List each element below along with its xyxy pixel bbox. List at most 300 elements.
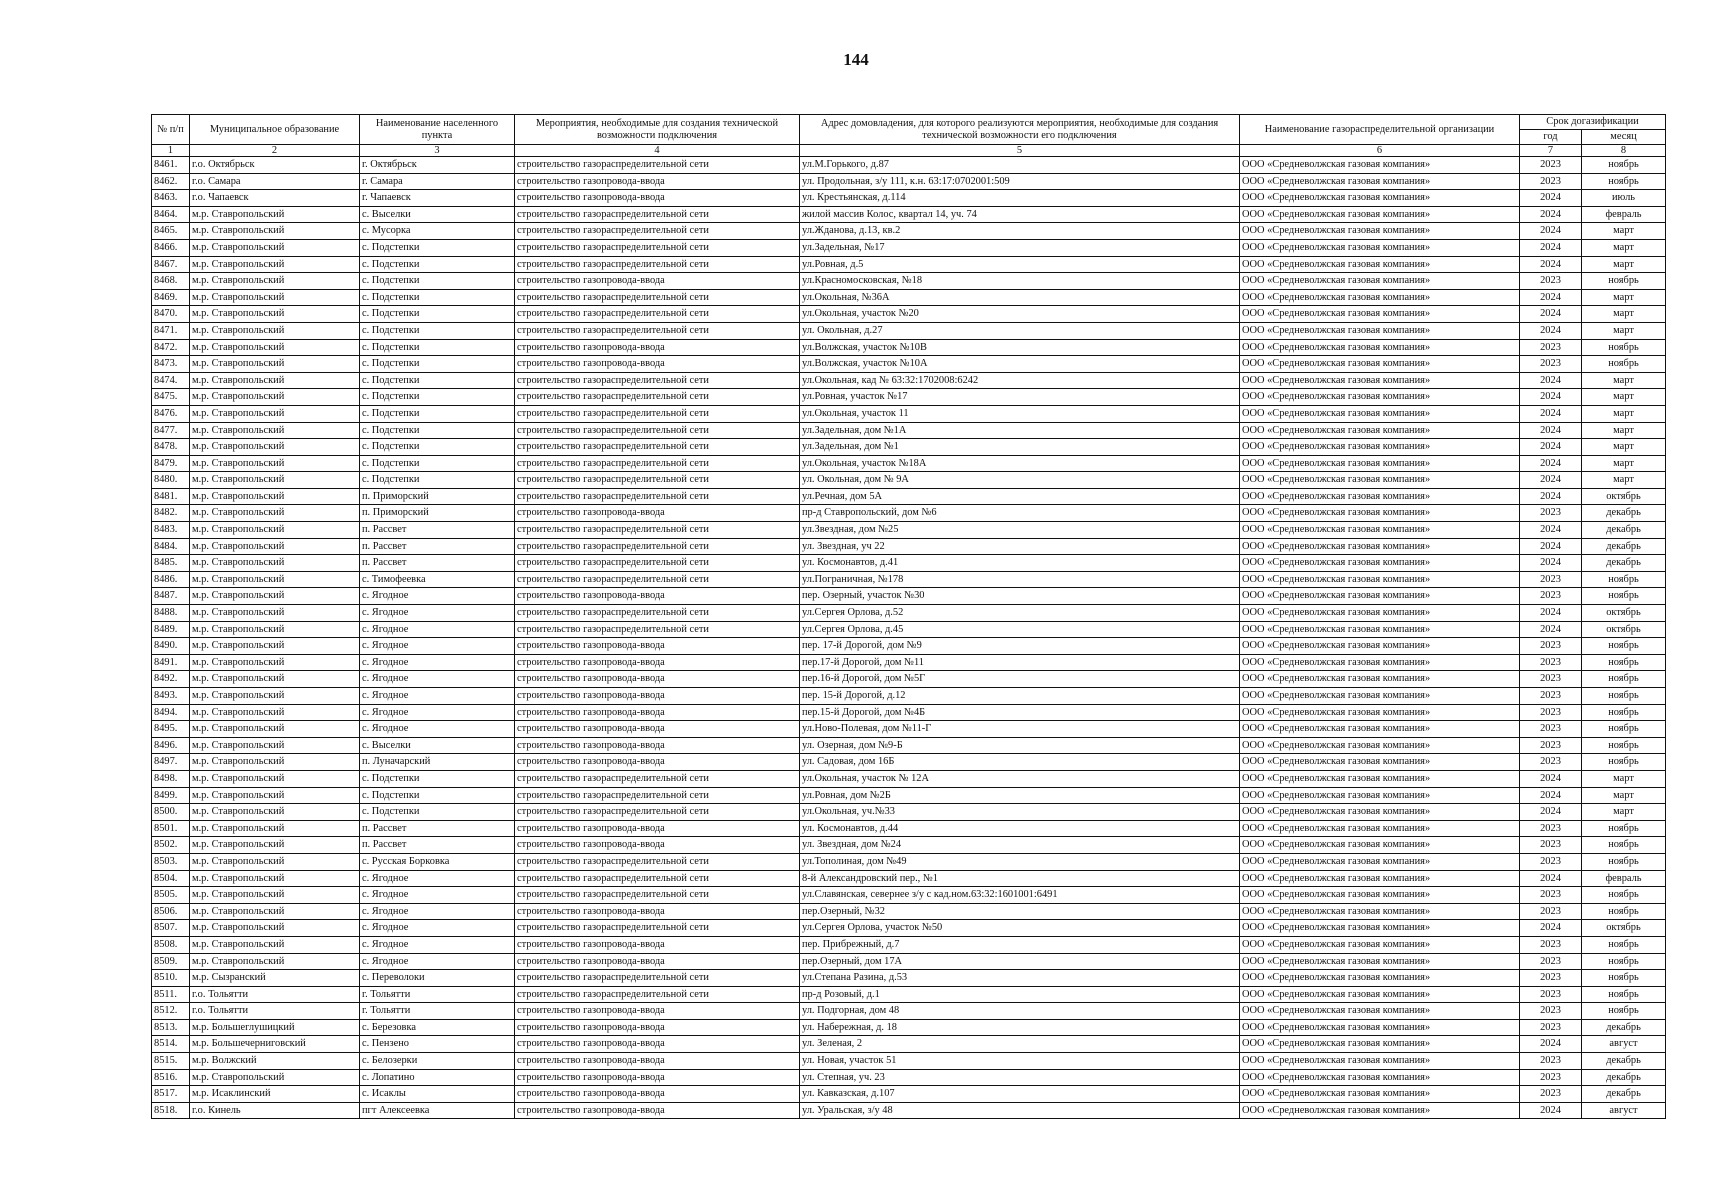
month-cell: декабрь <box>1582 522 1666 539</box>
activity-cell: строительство газопровода-ввода <box>515 339 800 356</box>
settlement-cell: с. Ягодное <box>360 605 515 622</box>
organization-cell: ООО «Средневолжская газовая компания» <box>1240 1036 1520 1053</box>
municipality-cell: м.р. Ставропольский <box>190 936 360 953</box>
activity-cell: строительство газопровода-ввода <box>515 173 800 190</box>
row-number: 8478. <box>152 439 190 456</box>
municipality-cell: м.р. Ставропольский <box>190 671 360 688</box>
year-cell: 2024 <box>1520 455 1582 472</box>
settlement-cell: с. Подстепки <box>360 439 515 456</box>
municipality-cell: м.р. Ставропольский <box>190 588 360 605</box>
year-cell: 2023 <box>1520 654 1582 671</box>
activity-cell: строительство газопровода-ввода <box>515 654 800 671</box>
organization-cell: ООО «Средневолжская газовая компания» <box>1240 339 1520 356</box>
table-row <box>152 455 1666 472</box>
activity-cell: строительство газопровода-ввода <box>515 1069 800 1086</box>
table-row <box>152 488 1666 505</box>
address-cell: ул.Задельная, дом №1А <box>800 422 1240 439</box>
table-row <box>152 1069 1666 1086</box>
month-cell: ноябрь <box>1582 754 1666 771</box>
year-cell: 2023 <box>1520 986 1582 1003</box>
address-cell: ул. Крестьянская, д.114 <box>800 190 1240 207</box>
address-cell: ул. Окольная, дом № 9А <box>800 472 1240 489</box>
municipality-cell: м.р. Ставропольский <box>190 737 360 754</box>
column-number-row <box>152 145 1666 157</box>
settlement-cell: с. Ягодное <box>360 688 515 705</box>
address-cell: ул.Сергея Орлова, участок №50 <box>800 920 1240 937</box>
month-cell: март <box>1582 455 1666 472</box>
month-cell: ноябрь <box>1582 671 1666 688</box>
municipality-cell: м.р. Ставропольский <box>190 405 360 422</box>
month-cell: декабрь <box>1582 1069 1666 1086</box>
table-row <box>152 322 1666 339</box>
row-number: 8466. <box>152 239 190 256</box>
address-cell: ул.Задельная, дом №1 <box>800 439 1240 456</box>
organization-cell: ООО «Средневолжская газовая компания» <box>1240 239 1520 256</box>
month-cell: декабрь <box>1582 555 1666 572</box>
month-cell: ноябрь <box>1582 887 1666 904</box>
municipality-cell: м.р. Ставропольский <box>190 1069 360 1086</box>
row-number: 8471. <box>152 322 190 339</box>
month-cell: март <box>1582 389 1666 406</box>
year-cell: 2024 <box>1520 372 1582 389</box>
organization-cell: ООО «Средневолжская газовая компания» <box>1240 688 1520 705</box>
row-number: 8479. <box>152 455 190 472</box>
activity-cell: строительство газораспределительной сети <box>515 870 800 887</box>
activity-cell: строительство газораспределительной сети <box>515 770 800 787</box>
activity-cell: строительство газораспределительной сети <box>515 970 800 987</box>
activity-cell: строительство газораспределительной сети <box>515 986 800 1003</box>
row-number: 8503. <box>152 853 190 870</box>
organization-cell: ООО «Средневолжская газовая компания» <box>1240 372 1520 389</box>
municipality-cell: м.р. Ставропольский <box>190 920 360 937</box>
activity-cell: строительство газопровода-ввода <box>515 688 800 705</box>
organization-cell: ООО «Средневолжская газовая компания» <box>1240 870 1520 887</box>
settlement-cell: с. Ягодное <box>360 936 515 953</box>
row-number: 8464. <box>152 206 190 223</box>
organization-cell: ООО «Средневолжская газовая компания» <box>1240 322 1520 339</box>
municipality-cell: м.р. Ставропольский <box>190 688 360 705</box>
row-number: 8468. <box>152 273 190 290</box>
header-municipality: Муниципальное образование <box>190 115 360 145</box>
address-cell: ул. Новая, участок 51 <box>800 1053 1240 1070</box>
row-number: 8499. <box>152 787 190 804</box>
row-number: 8480. <box>152 472 190 489</box>
year-cell: 2024 <box>1520 239 1582 256</box>
organization-cell: ООО «Средневолжская газовая компания» <box>1240 986 1520 1003</box>
organization-cell: ООО «Средневолжская газовая компания» <box>1240 1069 1520 1086</box>
row-number: 8463. <box>152 190 190 207</box>
municipality-cell: м.р. Ставропольский <box>190 787 360 804</box>
year-cell: 2024 <box>1520 289 1582 306</box>
activity-cell: строительство газопровода-ввода <box>515 1086 800 1103</box>
table-row <box>152 1086 1666 1103</box>
settlement-cell: с. Ягодное <box>360 654 515 671</box>
address-cell: ул.Ровная, участок №17 <box>800 389 1240 406</box>
year-cell: 2024 <box>1520 422 1582 439</box>
address-cell: ул.Окольная, участок №20 <box>800 306 1240 323</box>
table-row <box>152 538 1666 555</box>
month-cell: ноябрь <box>1582 986 1666 1003</box>
settlement-cell: п. Рассвет <box>360 820 515 837</box>
address-cell: ул.Славянская, севернее з/у с кад.ном.63:32:1601001:6491 <box>800 887 1240 904</box>
row-number: 8477. <box>152 422 190 439</box>
year-cell: 2023 <box>1520 688 1582 705</box>
municipality-cell: м.р. Ставропольский <box>190 422 360 439</box>
activity-cell: строительство газораспределительной сети <box>515 538 800 555</box>
municipality-cell: м.р. Ставропольский <box>190 953 360 970</box>
header-activity: Мероприятия, необходимые для создания технической возможности подключения <box>515 115 800 145</box>
settlement-cell: с. Ягодное <box>360 671 515 688</box>
table-row <box>152 439 1666 456</box>
month-cell: март <box>1582 372 1666 389</box>
municipality-cell: м.р. Ставропольский <box>190 223 360 240</box>
year-cell: 2024 <box>1520 555 1582 572</box>
organization-cell: ООО «Средневолжская газовая компания» <box>1240 903 1520 920</box>
table-row <box>152 787 1666 804</box>
month-cell: август <box>1582 1036 1666 1053</box>
municipality-cell: м.р. Волжский <box>190 1053 360 1070</box>
organization-cell: ООО «Средневолжская газовая компания» <box>1240 439 1520 456</box>
municipality-cell: м.р. Ставропольский <box>190 306 360 323</box>
address-cell: ул. Степная, уч. 23 <box>800 1069 1240 1086</box>
month-cell: март <box>1582 289 1666 306</box>
address-cell: ул. Подгорная, дом 48 <box>800 1003 1240 1020</box>
address-cell: ул. Звездная, уч 22 <box>800 538 1240 555</box>
row-number: 8461. <box>152 157 190 174</box>
address-cell: ул.Пограничная, №178 <box>800 571 1240 588</box>
municipality-cell: м.р. Ставропольский <box>190 853 360 870</box>
row-number: 8490. <box>152 638 190 655</box>
address-cell: ул.Окольная, кад № 63:32:1702008:6242 <box>800 372 1240 389</box>
address-cell: ул. Уральская, з/у 48 <box>800 1102 1240 1119</box>
municipality-cell: м.р. Ставропольский <box>190 455 360 472</box>
table-row <box>152 903 1666 920</box>
year-cell: 2024 <box>1520 804 1582 821</box>
month-cell: декабрь <box>1582 505 1666 522</box>
table-body <box>152 157 1666 1119</box>
address-cell: ул.Окольная, №36А <box>800 289 1240 306</box>
table-row <box>152 289 1666 306</box>
row-number: 8516. <box>152 1069 190 1086</box>
settlement-cell: с. Тимофеевка <box>360 571 515 588</box>
organization-cell: ООО «Средневолжская газовая компания» <box>1240 1053 1520 1070</box>
year-cell: 2024 <box>1520 472 1582 489</box>
row-number: 8488. <box>152 605 190 622</box>
year-cell: 2024 <box>1520 870 1582 887</box>
settlement-cell: с. Подстепки <box>360 770 515 787</box>
address-cell: ул.Сергея Орлова, д.52 <box>800 605 1240 622</box>
row-number: 8494. <box>152 704 190 721</box>
header-year: год <box>1520 130 1582 145</box>
organization-cell: ООО «Средневолжская газовая компания» <box>1240 306 1520 323</box>
organization-cell: ООО «Средневолжская газовая компания» <box>1240 190 1520 207</box>
month-cell: ноябрь <box>1582 820 1666 837</box>
organization-cell: ООО «Средневолжская газовая компания» <box>1240 455 1520 472</box>
activity-cell: строительство газораспределительной сети <box>515 223 800 240</box>
address-cell: пер.15-й Дорогой, дом №4Б <box>800 704 1240 721</box>
municipality-cell: м.р. Ставропольский <box>190 555 360 572</box>
address-cell: ул. Окольная, д.27 <box>800 322 1240 339</box>
column-number: 2 <box>190 145 360 157</box>
page-number: 144 <box>843 50 869 69</box>
header-organization: Наименование газораспределительной организации <box>1240 115 1520 145</box>
organization-cell: ООО «Средневолжская газовая компания» <box>1240 920 1520 937</box>
settlement-cell: г. Тольятти <box>360 1003 515 1020</box>
month-cell: ноябрь <box>1582 654 1666 671</box>
header-address: Адрес домовладения, для которого реализуются мероприятия, необходимые для создания технической возможности его подключения <box>800 115 1240 145</box>
settlement-cell: с. Подстепки <box>360 356 515 373</box>
address-cell: ул.Речная, дом 5А <box>800 488 1240 505</box>
settlement-cell: п. Рассвет <box>360 522 515 539</box>
address-cell: ул.Тополиная, дом №49 <box>800 853 1240 870</box>
table-row <box>152 588 1666 605</box>
activity-cell: строительство газораспределительной сети <box>515 472 800 489</box>
year-cell: 2023 <box>1520 903 1582 920</box>
settlement-cell: с. Подстепки <box>360 804 515 821</box>
municipality-cell: м.р. Ставропольский <box>190 206 360 223</box>
year-cell: 2023 <box>1520 1069 1582 1086</box>
year-cell: 2023 <box>1520 505 1582 522</box>
activity-cell: строительство газопровода-ввода <box>515 820 800 837</box>
column-number: 1 <box>152 145 190 157</box>
activity-cell: строительство газораспределительной сети <box>515 439 800 456</box>
year-cell: 2024 <box>1520 405 1582 422</box>
address-cell: ул.Окольная, уч.№33 <box>800 804 1240 821</box>
address-cell: ул.Волжская, участок №10А <box>800 356 1240 373</box>
year-cell: 2024 <box>1520 488 1582 505</box>
column-number: 3 <box>360 145 515 157</box>
year-cell: 2023 <box>1520 754 1582 771</box>
address-cell: пер. 17-й Дорогой, дом №9 <box>800 638 1240 655</box>
table-row <box>152 638 1666 655</box>
table-row <box>152 173 1666 190</box>
activity-cell: строительство газораспределительной сети <box>515 372 800 389</box>
year-cell: 2023 <box>1520 970 1582 987</box>
row-number: 8492. <box>152 671 190 688</box>
organization-cell: ООО «Средневолжская газовая компания» <box>1240 737 1520 754</box>
settlement-cell: с. Пензено <box>360 1036 515 1053</box>
organization-cell: ООО «Средневолжская газовая компания» <box>1240 820 1520 837</box>
month-cell: октябрь <box>1582 605 1666 622</box>
municipality-cell: м.р. Ставропольский <box>190 239 360 256</box>
table-row <box>152 157 1666 174</box>
address-cell: ул.Сергея Орлова, д.45 <box>800 621 1240 638</box>
month-cell: ноябрь <box>1582 688 1666 705</box>
settlement-cell: с. Подстепки <box>360 372 515 389</box>
month-cell: ноябрь <box>1582 273 1666 290</box>
organization-cell: ООО «Средневолжская газовая компания» <box>1240 405 1520 422</box>
month-cell: ноябрь <box>1582 721 1666 738</box>
month-cell: ноябрь <box>1582 339 1666 356</box>
settlement-cell: с. Березовка <box>360 1019 515 1036</box>
address-cell: ул.Волжская, участок №10В <box>800 339 1240 356</box>
row-number: 8518. <box>152 1102 190 1119</box>
settlement-cell: с. Подстепки <box>360 239 515 256</box>
column-number: 4 <box>515 145 800 157</box>
settlement-cell: пгт Алексеевка <box>360 1102 515 1119</box>
organization-cell: ООО «Средневолжская газовая компания» <box>1240 787 1520 804</box>
municipality-cell: м.р. Ставропольский <box>190 638 360 655</box>
column-number: 7 <box>1520 145 1582 157</box>
year-cell: 2023 <box>1520 671 1582 688</box>
table-row <box>152 1003 1666 1020</box>
address-cell: ул. Продольная, з/у 111, к.н. 63:17:0702001:509 <box>800 173 1240 190</box>
row-number: 8491. <box>152 654 190 671</box>
settlement-cell: п. Рассвет <box>360 538 515 555</box>
settlement-cell: с. Подстепки <box>360 472 515 489</box>
year-cell: 2024 <box>1520 920 1582 937</box>
month-cell: ноябрь <box>1582 837 1666 854</box>
settlement-cell: п. Приморский <box>360 488 515 505</box>
table-row <box>152 870 1666 887</box>
activity-cell: строительство газопровода-ввода <box>515 837 800 854</box>
row-number: 8513. <box>152 1019 190 1036</box>
table-row <box>152 804 1666 821</box>
municipality-cell: м.р. Ставропольский <box>190 389 360 406</box>
month-cell: июль <box>1582 190 1666 207</box>
year-cell: 2023 <box>1520 356 1582 373</box>
table-row <box>152 754 1666 771</box>
row-number: 8470. <box>152 306 190 323</box>
month-cell: март <box>1582 239 1666 256</box>
activity-cell: строительство газопровода-ввода <box>515 953 800 970</box>
table-header <box>152 115 1666 157</box>
table-row <box>152 621 1666 638</box>
table-row <box>152 306 1666 323</box>
month-cell: ноябрь <box>1582 588 1666 605</box>
organization-cell: ООО «Средневолжская газовая компания» <box>1240 1003 1520 1020</box>
activity-cell: строительство газораспределительной сети <box>515 157 800 174</box>
year-cell: 2024 <box>1520 605 1582 622</box>
organization-cell: ООО «Средневолжская газовая компания» <box>1240 157 1520 174</box>
settlement-cell: с. Переволоки <box>360 970 515 987</box>
row-number: 8509. <box>152 953 190 970</box>
row-number: 8485. <box>152 555 190 572</box>
municipality-cell: м.р. Ставропольский <box>190 754 360 771</box>
municipality-cell: м.р. Ставропольский <box>190 770 360 787</box>
organization-cell: ООО «Средневолжская газовая компания» <box>1240 837 1520 854</box>
municipality-cell: г.о. Чапаевск <box>190 190 360 207</box>
year-cell: 2023 <box>1520 837 1582 854</box>
row-number: 8467. <box>152 256 190 273</box>
month-cell: март <box>1582 804 1666 821</box>
table-row <box>152 887 1666 904</box>
month-cell: ноябрь <box>1582 704 1666 721</box>
table-row <box>152 356 1666 373</box>
row-number: 8473. <box>152 356 190 373</box>
table-row <box>152 721 1666 738</box>
address-cell: ул.Окольная, участок №18А <box>800 455 1240 472</box>
month-cell: ноябрь <box>1582 953 1666 970</box>
settlement-cell: п. Луначарский <box>360 754 515 771</box>
municipality-cell: м.р. Ставропольский <box>190 654 360 671</box>
settlement-cell: с. Подстепки <box>360 289 515 306</box>
municipality-cell: м.р. Ставропольский <box>190 505 360 522</box>
settlement-cell: с. Ягодное <box>360 953 515 970</box>
address-cell: пер. 15-й Дорогой, д.12 <box>800 688 1240 705</box>
month-cell: март <box>1582 405 1666 422</box>
row-number: 8510. <box>152 970 190 987</box>
municipality-cell: г.о. Тольятти <box>190 1003 360 1020</box>
organization-cell: ООО «Средневолжская газовая компания» <box>1240 223 1520 240</box>
organization-cell: ООО «Средневолжская газовая компания» <box>1240 770 1520 787</box>
month-cell: октябрь <box>1582 621 1666 638</box>
settlement-cell: с. Ягодное <box>360 704 515 721</box>
month-cell: март <box>1582 472 1666 489</box>
table-row <box>152 239 1666 256</box>
settlement-cell: с. Ягодное <box>360 903 515 920</box>
year-cell: 2023 <box>1520 638 1582 655</box>
settlement-cell: г. Октябрьск <box>360 157 515 174</box>
month-cell: февраль <box>1582 206 1666 223</box>
organization-cell: ООО «Средневолжская газовая компания» <box>1240 754 1520 771</box>
month-cell: ноябрь <box>1582 737 1666 754</box>
table-row <box>152 853 1666 870</box>
row-number: 8484. <box>152 538 190 555</box>
municipality-cell: г.о. Самара <box>190 173 360 190</box>
municipality-cell: м.р. Ставропольский <box>190 704 360 721</box>
row-number: 8508. <box>152 936 190 953</box>
table-row <box>152 605 1666 622</box>
settlement-cell: с. Выселки <box>360 737 515 754</box>
organization-cell: ООО «Средневолжская газовая компания» <box>1240 970 1520 987</box>
organization-cell: ООО «Средневолжская газовая компания» <box>1240 953 1520 970</box>
organization-cell: ООО «Средневолжская газовая компания» <box>1240 206 1520 223</box>
organization-cell: ООО «Средневолжская газовая компания» <box>1240 273 1520 290</box>
municipality-cell: м.р. Ставропольский <box>190 605 360 622</box>
row-number: 8469. <box>152 289 190 306</box>
organization-cell: ООО «Средневолжская газовая компания» <box>1240 588 1520 605</box>
table-row <box>152 206 1666 223</box>
organization-cell: ООО «Средневолжская газовая компания» <box>1240 505 1520 522</box>
municipality-cell: м.р. Большеглушицкий <box>190 1019 360 1036</box>
row-number: 8495. <box>152 721 190 738</box>
row-number: 8493. <box>152 688 190 705</box>
header-num: № п/п <box>152 115 190 145</box>
settlement-cell: с. Русская Борковка <box>360 853 515 870</box>
month-cell: октябрь <box>1582 488 1666 505</box>
organization-cell: ООО «Средневолжская газовая компания» <box>1240 488 1520 505</box>
month-cell: ноябрь <box>1582 173 1666 190</box>
organization-cell: ООО «Средневолжская газовая компания» <box>1240 1019 1520 1036</box>
activity-cell: строительство газораспределительной сети <box>515 555 800 572</box>
organization-cell: ООО «Средневолжская газовая компания» <box>1240 654 1520 671</box>
address-cell: пер. Озерный, участок №30 <box>800 588 1240 605</box>
activity-cell: строительство газораспределительной сети <box>515 256 800 273</box>
year-cell: 2023 <box>1520 157 1582 174</box>
municipality-cell: м.р. Ставропольский <box>190 721 360 738</box>
municipality-cell: м.р. Ставропольский <box>190 820 360 837</box>
activity-cell: строительство газопровода-ввода <box>515 671 800 688</box>
row-number: 8498. <box>152 770 190 787</box>
organization-cell: ООО «Средневолжская газовая компания» <box>1240 173 1520 190</box>
month-cell: ноябрь <box>1582 356 1666 373</box>
organization-cell: ООО «Средневолжская газовая компания» <box>1240 605 1520 622</box>
row-number: 8502. <box>152 837 190 854</box>
table-row <box>152 256 1666 273</box>
table-row <box>152 953 1666 970</box>
table-row <box>152 472 1666 489</box>
address-cell: ул. Озерная, дом №9-Б <box>800 737 1240 754</box>
year-cell: 2023 <box>1520 273 1582 290</box>
settlement-cell: с. Выселки <box>360 206 515 223</box>
table-row <box>152 970 1666 987</box>
settlement-cell: с. Ягодное <box>360 721 515 738</box>
activity-cell: строительство газопровода-ввода <box>515 505 800 522</box>
activity-cell: строительство газопровода-ввода <box>515 273 800 290</box>
activity-cell: строительство газопровода-ввода <box>515 1019 800 1036</box>
row-number: 8514. <box>152 1036 190 1053</box>
